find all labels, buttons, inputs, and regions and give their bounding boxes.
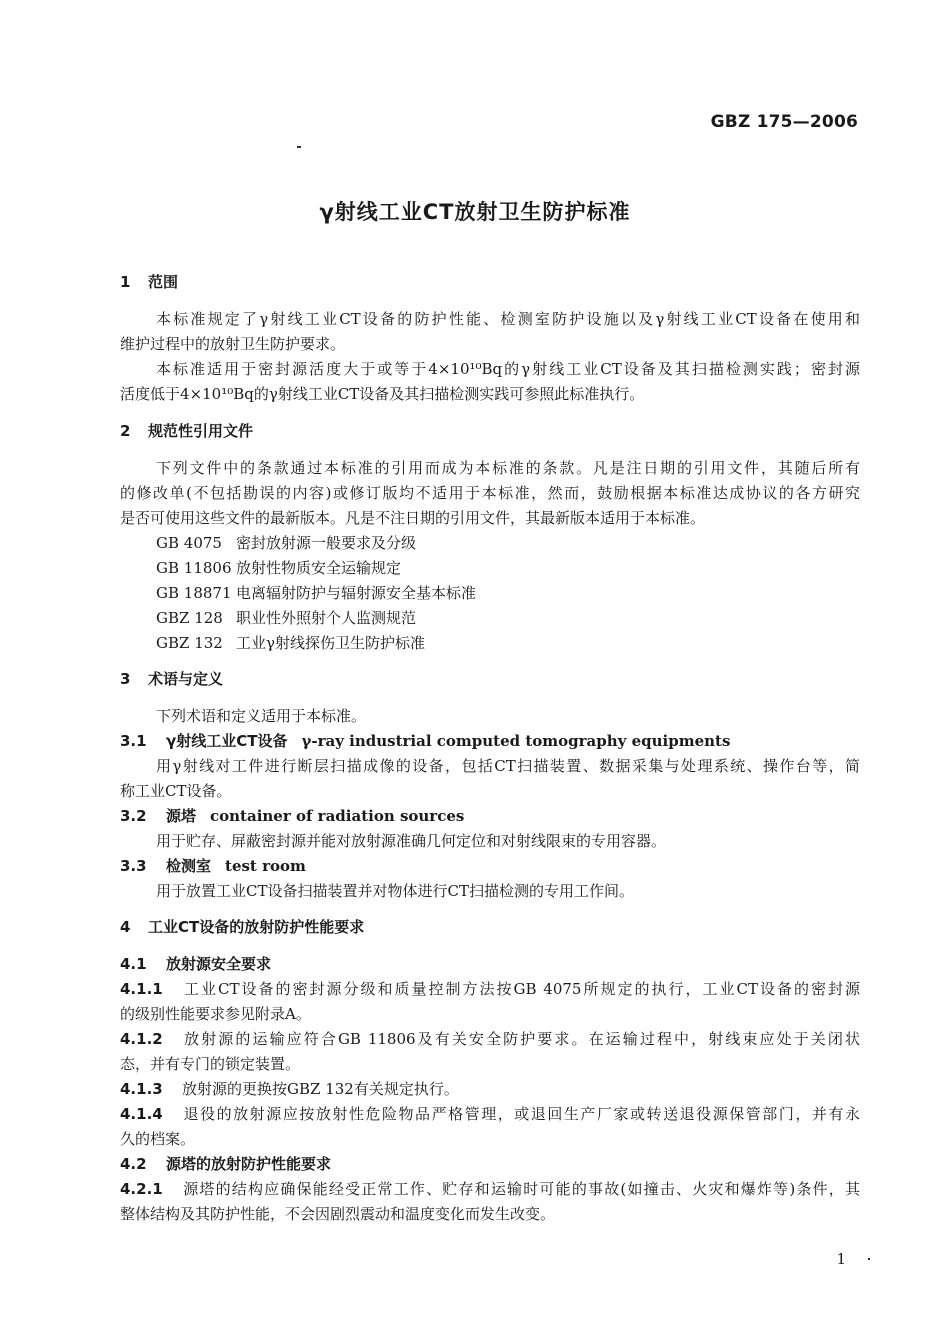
section-number: 3 [120, 670, 131, 688]
section-1-heading [120, 270, 178, 294]
clause-title: 源塔的放射防护性能要求 [166, 1155, 332, 1173]
document-title: γ射线工业CT放射卫生防护标准 [319, 200, 631, 224]
clause-title: 放射源安全要求 [166, 955, 272, 973]
section-title: 范围 [148, 273, 179, 291]
clause-number: 4.2.1 [120, 1180, 163, 1198]
clause-text: 放射源的运输应符合GB 11806及有关安全防护要求。在运输过程中，射线束应处于关闭状 [182, 1030, 860, 1048]
clause-number: 4.1.3 [120, 1080, 163, 1098]
paragraph-line: 整体结构及其防护性能，不会因剧烈震动和温度变化而发生改变。 [120, 1205, 556, 1223]
clause-4-2-heading [120, 1152, 331, 1176]
paragraph-line: 用γ射线对工件进行断层扫描成像的设备，包括CT扫描装置、数据采集与处理系统、操作台等，简 [156, 757, 860, 775]
clause-4-1-1-line [120, 977, 860, 1001]
paragraph-line: 活度低于4×10¹⁰Bq的γ射线工业CT设备及其扫描检测实践可参照此标准执行。 [120, 385, 645, 403]
term-en: test room [225, 857, 306, 875]
paragraph-line: 态，并有专门的锁定装置。 [120, 1055, 301, 1073]
term-3-3-heading [120, 854, 306, 878]
term-cn: 源塔 [166, 807, 197, 825]
clause-number: 3.3 [120, 857, 147, 875]
section-title: 术语与定义 [148, 670, 224, 688]
section-title: 规范性引用文件 [148, 422, 254, 440]
clause-number: 4.1.4 [120, 1105, 163, 1123]
term-3-1-heading [120, 729, 730, 753]
clause-4-1-4-line [120, 1102, 860, 1126]
reference-code: GB 11806 [156, 559, 232, 577]
section-2-heading [120, 419, 253, 443]
term-3-2-heading [120, 804, 464, 828]
reference-item [156, 581, 476, 605]
paragraph-line: 称工业CT设备。 [120, 782, 232, 800]
clause-text: 放射源的更换按GBZ 132有关规定执行。 [182, 1080, 459, 1098]
paragraph-line: 久的档案。 [120, 1130, 196, 1148]
reference-item [156, 606, 416, 630]
clause-4-1-2-line [120, 1027, 860, 1051]
section-3-heading [120, 667, 223, 691]
reference-item [156, 531, 416, 555]
standard-code: GBZ 175—2006 [710, 112, 858, 132]
section-4-heading [120, 915, 364, 939]
reference-code: GBZ 132 [156, 634, 223, 652]
term-cn: 检测室 [166, 857, 212, 875]
clause-text: 退役的放射源应按放射性危险物品严格管理，或退回生产厂家或转送退役源保管部门，并有永 [182, 1105, 860, 1123]
scan-speck [868, 1258, 870, 1260]
term-en: container of radiation sources [210, 807, 465, 825]
clause-number: 4.1 [120, 955, 147, 973]
term-en: γ-ray industrial computed tomography equipments [301, 732, 731, 750]
section-number: 1 [120, 273, 131, 291]
reference-item [156, 631, 425, 655]
section-number: 4 [120, 918, 131, 936]
clause-number: 4.2 [120, 1155, 147, 1173]
scan-speck [297, 146, 301, 148]
paragraph-line: 是否可使用这些文件的最新版本。凡是不注日期的引用文件，其最新版本适用于本标准。 [120, 509, 706, 527]
reference-name: 放射性物质安全运输规定 [236, 559, 402, 577]
reference-name: 密封放射源一般要求及分级 [236, 534, 417, 552]
clause-number: 4.1.1 [120, 980, 163, 998]
paragraph-line: 下列文件中的条款通过本标准的引用而成为本标准的条款。凡是注日期的引用文件，其随后所有 [156, 459, 860, 477]
paragraph-line: 用于放置工业CT设备扫描装置并对物体进行CT扫描检测的专用工作间。 [156, 882, 634, 900]
paragraph-line: 下列术语和定义适用于本标准。 [156, 707, 367, 725]
page-number: 1 [836, 1250, 846, 1268]
clause-number: 3.2 [120, 807, 147, 825]
clause-text: 源塔的结构应确保能经受正常工作、贮存和运输时可能的事故(如撞击、火灾和爆炸等)条件，其 [182, 1180, 860, 1198]
paragraph-line: 本标准适用于密封源活度大于或等于4×10¹⁰Bq的γ射线工业CT设备及其扫描检测实践；密封源 [156, 360, 860, 378]
reference-name: 职业性外照射个人监测规范 [236, 609, 417, 627]
paragraph-line: 的级别性能要求参见附录A。 [120, 1005, 311, 1023]
reference-code: GBZ 128 [156, 609, 223, 627]
reference-name: 工业γ射线探伤卫生防护标准 [236, 634, 425, 652]
section-number: 2 [120, 422, 131, 440]
clause-number: 4.1.2 [120, 1030, 163, 1048]
clause-4-2-1-line [120, 1177, 860, 1201]
paragraph-line: 的修改单(不包括勘误的内容)或修订版均不适用于本标准，然而，鼓励根据本标准达成协议的各方研究 [120, 484, 860, 502]
reference-code: GB 18871 [156, 584, 232, 602]
clause-4-1-3-line [120, 1077, 860, 1101]
term-cn: γ射线工业CT设备 [166, 732, 288, 750]
paragraph-line: 本标准规定了γ射线工业CT设备的防护性能、检测室防护设施以及γ射线工业CT设备在使用和 [156, 310, 860, 328]
clause-4-1-heading [120, 952, 271, 976]
paragraph-line: 维护过程中的放射卫生防护要求。 [120, 335, 346, 353]
clause-number: 3.1 [120, 732, 147, 750]
section-title: 工业CT设备的放射防护性能要求 [148, 918, 365, 936]
reference-name: 电离辐射防护与辐射源安全基本标准 [236, 584, 477, 602]
paragraph-line: 用于贮存、屏蔽密封源并能对放射源准确几何定位和对射线限束的专用容器。 [156, 832, 667, 850]
reference-code: GB 4075 [156, 534, 222, 552]
reference-item [156, 556, 401, 580]
clause-text: 工业CT设备的密封源分级和质量控制方法按GB 4075所规定的执行，工业CT设备的密封源 [182, 980, 860, 998]
